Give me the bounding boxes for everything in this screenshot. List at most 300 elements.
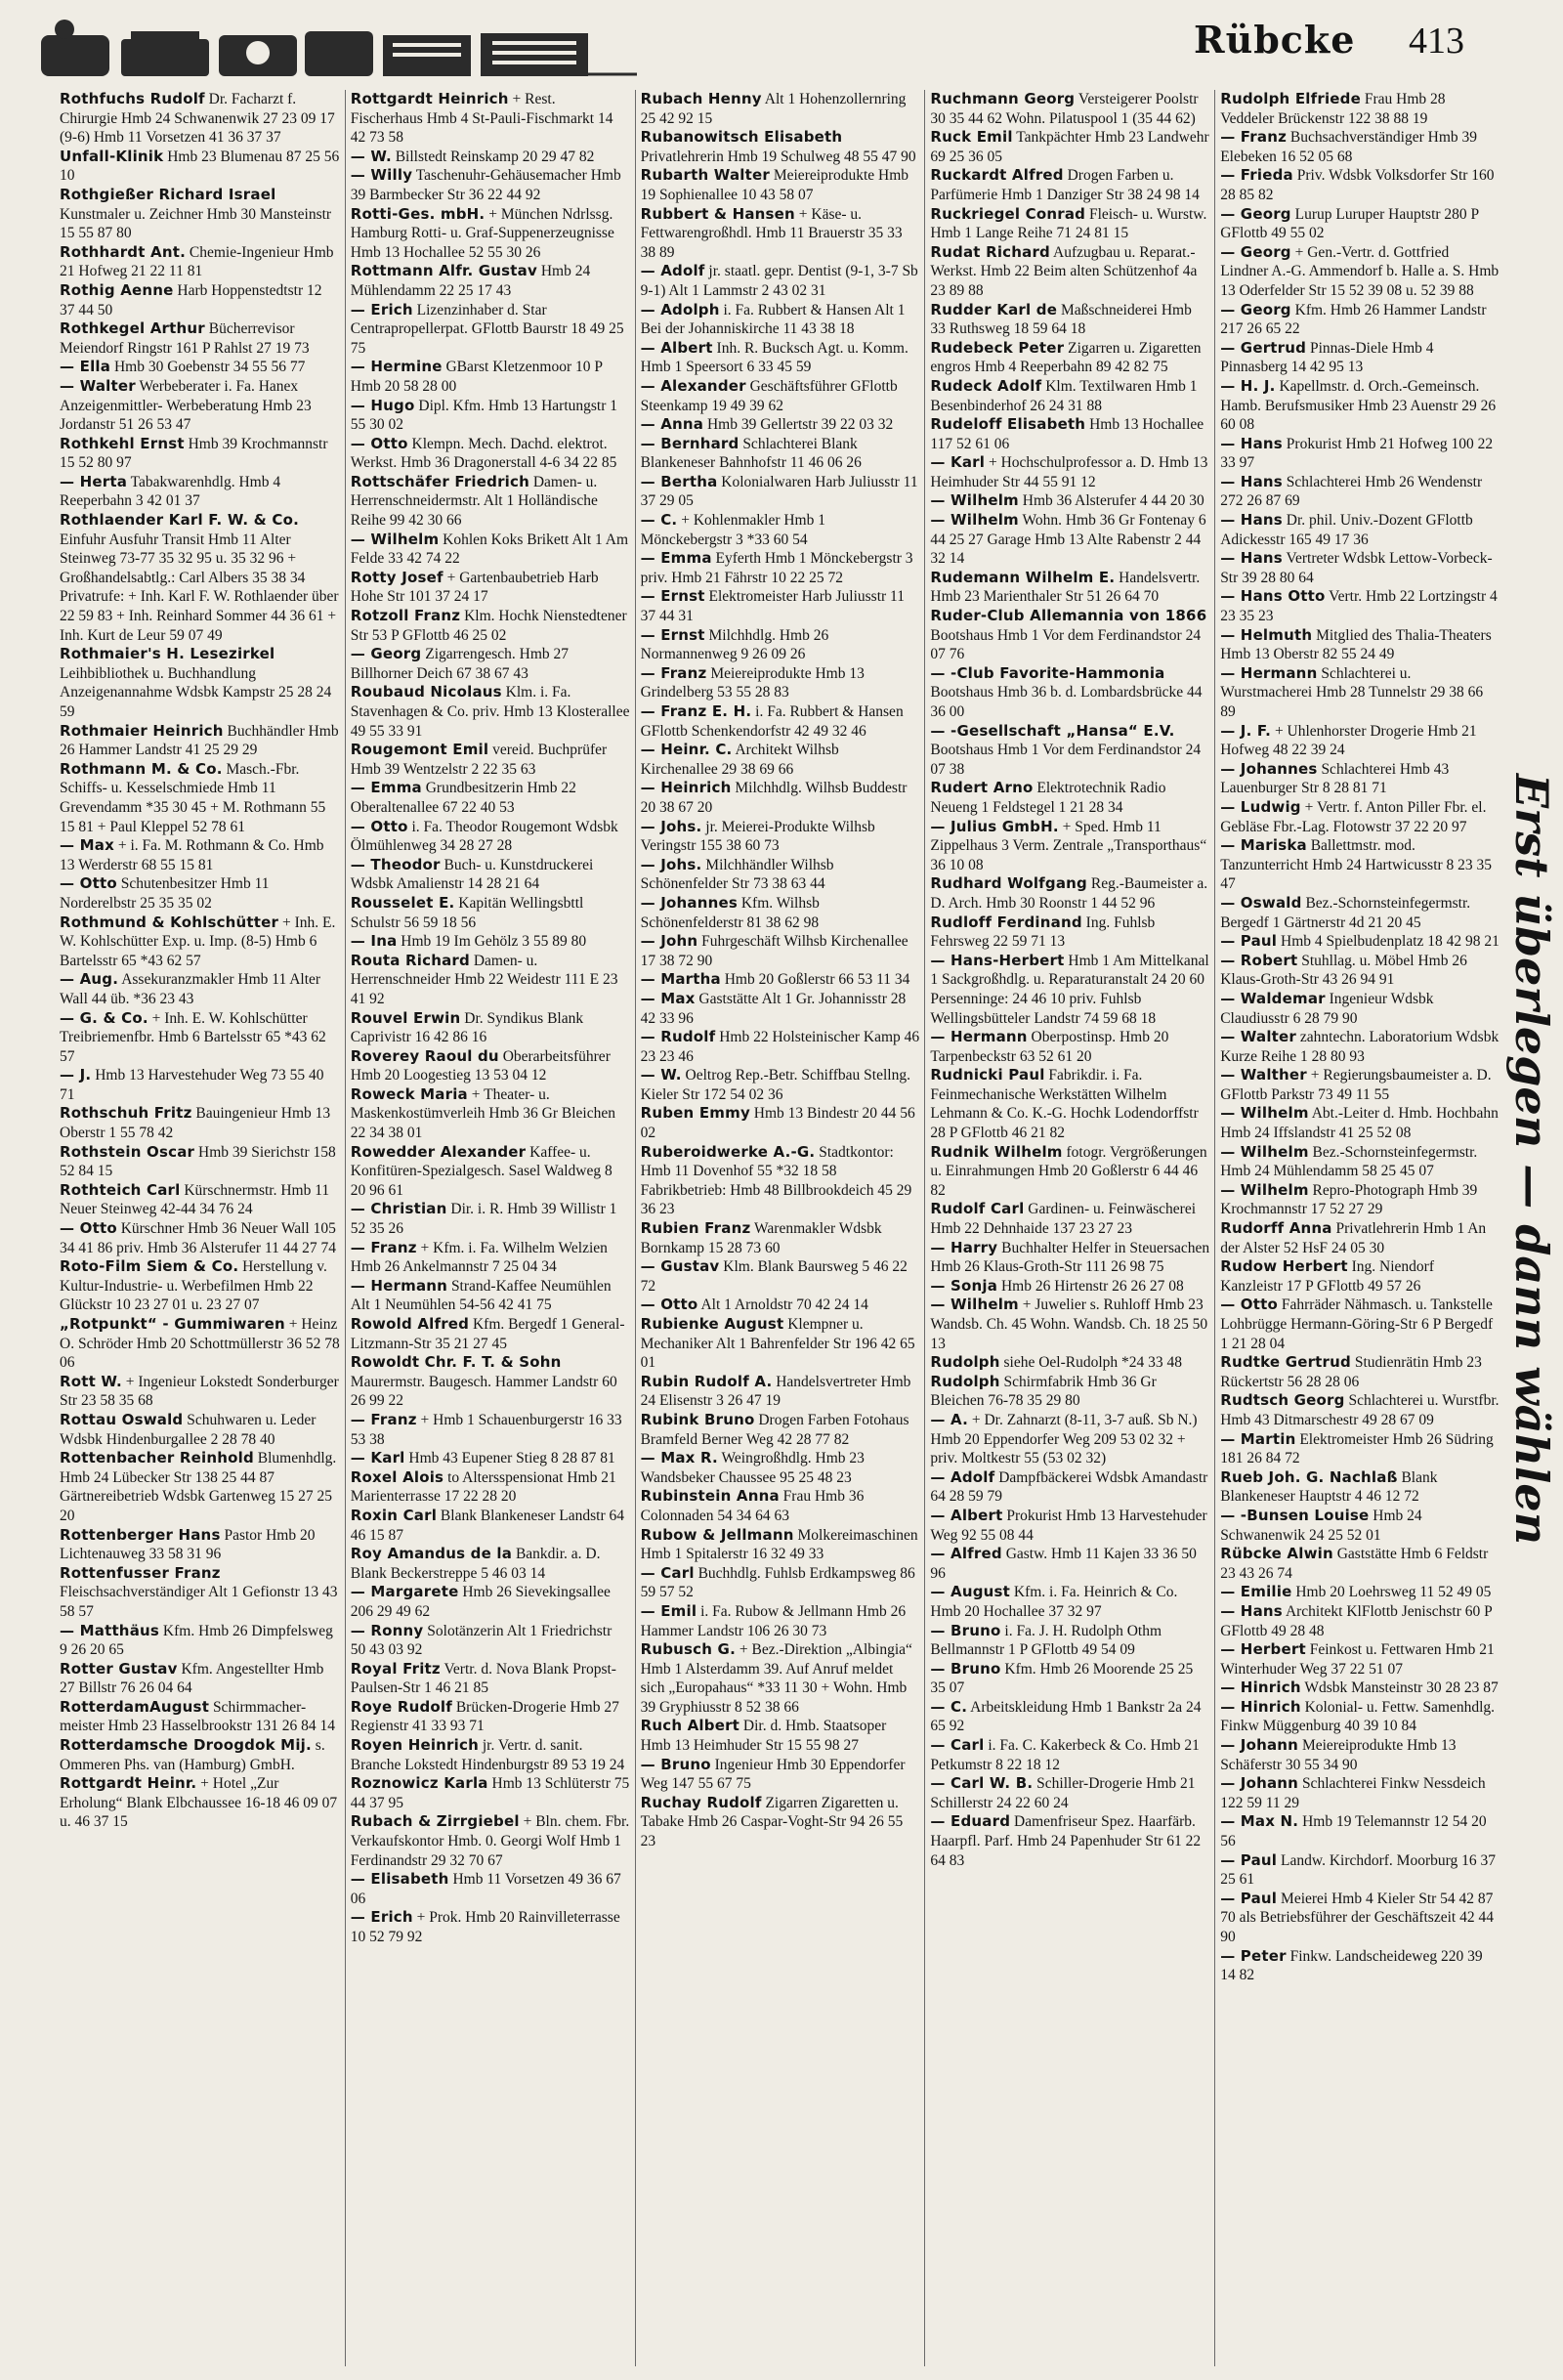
directory-entry [930, 1736, 1209, 1774]
entry-details: Tabakwarenhdlg. Hmb 4 Reeperbahn 3 42 01 37 [60, 473, 281, 510]
entry-details: i. Fa. C. Kakerbeck & Co. Hmb 21 Petkumstr 8 22 18 12 [930, 1737, 1200, 1773]
entry-name: — Gertrud [1220, 338, 1307, 357]
entry-name: Rottenbacher Reinhold [60, 1449, 254, 1467]
entry-name: Rothteich Carl [60, 1180, 181, 1199]
directory-entry [641, 587, 920, 625]
directory-entry [60, 90, 340, 148]
entry-details: Schirmmacher-meister Hmb 23 Hasselbrookstr 131 26 84 14 [60, 1698, 335, 1735]
entry-details: Dr. phil. Univ.-Dozent GFlottb Adickesstr 165 49 17 36 [1220, 512, 1473, 548]
directory-entry [930, 1812, 1209, 1870]
entry-details: i. Fa. Rubow & Jellmann Hmb 26 Hammer Landstr 106 26 30 73 [640, 1602, 907, 1639]
entry-details: Ballettmstr. mod. Tanzunterricht Hmb 24 Hartwicusstr 8 23 35 47 [1220, 837, 1493, 893]
entry-details: Werbeberater i. Fa. Hanex Anzeigenmittler- Werbeberatung Hmb 23 Jordanstr 51 26 53 47 [60, 377, 312, 434]
entry-details: Hmb 22 Holsteinischer Kamp 46 23 23 46 [640, 1029, 920, 1065]
entry-details: fotogr. Vergrößerungen u. Einrahmungen Hmb 20 Goßlerstr 6 44 46 82 [930, 1143, 1207, 1199]
entry-name: Ruchmann Georg [930, 90, 1076, 107]
entry-name: Roverey Raoul du [350, 1046, 499, 1065]
entry-name: — Peter [1220, 1946, 1287, 1965]
entry-details: jr. Vertr. d. sanit. Branche Lokstedt Hindenburgstr 89 53 19 24 [350, 1737, 625, 1773]
entry-name: — Georg [350, 645, 422, 663]
directory-entry [60, 760, 340, 836]
directory-entry [641, 970, 920, 990]
entry-details: i. Fa. Rubbert & Hansen Alt 1 Bei der Johanniskirche 11 43 38 18 [640, 301, 906, 338]
directory-entry [641, 262, 920, 300]
entry-details: Weingroßhdlg. Hmb 23 Wandsbeker Chaussee 95 25 48 23 [640, 1450, 865, 1486]
entry-details: to Altersspensionat Hmb 21 Marienterrasse 17 22 28 20 [350, 1468, 616, 1506]
entry-name: — Hans [1220, 549, 1283, 568]
entry-details: + Gartenbaubetrieb Harb Hohe Str 101 37 24 17 [350, 569, 599, 606]
entry-name: — W. [640, 1066, 682, 1084]
entry-name: — C. [640, 511, 678, 530]
entry-details: Wohn. Hmb 36 Gr Fontenay 6 44 25 27 Garage Hmb 13 Alte Rabenstr 2 44 32 14 [930, 512, 1206, 568]
directory-entry [60, 243, 340, 281]
entry-details: Bootshaus Hmb 1 Vor dem Ferdinandstor 24 07 76 [930, 626, 1202, 663]
entry-name: — Wilhelm [1220, 1104, 1309, 1123]
entry-name: — Franz [640, 663, 707, 682]
entry-details: + Theater- u. Maskenkostümverleih Hmb 36 Gr Bleichen 22 34 38 01 [350, 1085, 615, 1142]
entry-name: Ruckriegel Conrad [930, 204, 1086, 223]
entry-details: i. Fa. J. H. Rudolph Othm Bellmannstr 1 P GFlottb 49 54 09 [930, 1622, 1162, 1659]
entry-details: Klm. Blank Baursweg 5 46 22 72 [640, 1258, 908, 1295]
entry-name: — Emilie [1220, 1583, 1292, 1601]
entry-details: Damenfriseur Spez. Haarfärb. Haarpfl. Parf. Hmb 24 Papenhuder Str 61 22 64 83 [930, 1813, 1202, 1869]
entry-details: Meiereiprodukte Hmb 13 Grindelberg 53 55 28 83 [640, 664, 865, 701]
directory-entry [351, 1047, 630, 1085]
entry-name: Roxin Carl [350, 1506, 438, 1524]
directory-entry [60, 1564, 340, 1622]
directory-entry [351, 856, 630, 894]
entry-details: Kapitän Wellingsbttl Schulstr 56 59 18 56 [350, 894, 584, 931]
directory-column-1 [55, 90, 345, 2366]
entry-name: Rueb Joh. G. Nachlaß [1220, 1467, 1398, 1486]
entry-name: — Adolph [640, 300, 720, 319]
directory-entry [641, 1487, 920, 1525]
directory-entry [351, 435, 630, 473]
entry-details: Pastor Hmb 20 Lichtenauweg 33 58 31 96 [60, 1526, 316, 1563]
entry-details: siehe Oel-Rudolph *24 33 48 [1003, 1354, 1183, 1372]
entry-name: — Hugo [350, 396, 415, 414]
entry-name: — Otto [350, 817, 408, 835]
entry-name: — Hans-Herbert [930, 951, 1065, 969]
directory-entry [351, 1277, 630, 1315]
entry-name: — Margarete [350, 1583, 459, 1601]
entry-name: — Carl [640, 1563, 695, 1582]
entry-details: Meiereiprodukte Hmb 19 Sophienallee 10 43 58 07 [640, 167, 909, 203]
directory-entry [1220, 798, 1500, 836]
entry-details: Vertr. Hmb 22 Lortzingstr 4 23 35 23 [1220, 588, 1498, 625]
directory-entry [641, 1315, 920, 1373]
directory-entry [1220, 1219, 1500, 1257]
entry-details: Arbeitskleidung Hmb 1 Bankstr 2a 24 65 92 [930, 1698, 1202, 1735]
entry-details: Schutenbesitzer Hmb 11 Norderelbstr 25 35 35 02 [60, 875, 270, 912]
entry-details: Bücherrevisor Meiendorf Ringstr 161 P Rahlst 27 19 73 [60, 320, 310, 357]
directory-entry [351, 1085, 630, 1143]
entry-details: + Gen.-Vertr. d. Gottfried Lindner A.-G. Ammendorf b. Halle a. S. Hmb 13 Oderfelder Str 15 52 39 08 u. 52 39 88 [1220, 243, 1500, 299]
entry-name: Rowold Alfred [350, 1315, 470, 1333]
entry-details: + Kohlenmakler Hmb 1 Mönckebergstr 3 *33 60 54 [640, 512, 825, 548]
directory-entry [930, 377, 1209, 415]
entry-details: Kfm. Bergedf 1 General-Litzmann-Str 35 21 27 45 [350, 1316, 625, 1352]
directory-entry [1220, 836, 1500, 894]
entry-name: Rotty Josef [350, 568, 444, 586]
entry-details: Mitglied des Thalia-Theaters Hmb 13 Oberstr 82 55 24 49 [1220, 626, 1492, 663]
entry-name: — Anna [640, 415, 704, 434]
directory-entry [930, 1200, 1209, 1238]
directory-entry [930, 569, 1209, 607]
directory-entry [1220, 1698, 1500, 1736]
entry-name: Ruder-Club Allemannia von 1866 [930, 607, 1207, 625]
directory-entry [1220, 1812, 1500, 1850]
directory-entry [1220, 243, 1500, 301]
directory-entry [1220, 1774, 1500, 1812]
entry-details: Strand-Kaffee Neumühlen Alt 1 Neumühlen 54-56 42 41 75 [350, 1277, 612, 1314]
entry-name: — Franz [350, 1238, 417, 1256]
directory-entry [351, 1411, 630, 1449]
directory-entry [1220, 301, 1500, 339]
entry-name: — Johannes [1220, 759, 1318, 778]
directory-entry [641, 166, 920, 204]
directory-entry [930, 1583, 1209, 1621]
entry-details: Zigarren Zigaretten u. Tabake Hmb 26 Caspar-Voght-Str 94 26 55 23 [640, 1794, 904, 1850]
entry-name: Rothmund & Kohlschütter [60, 913, 279, 931]
entry-details: Damen- u. Herrenschneidermstr. Alt 1 Holländische Reihe 99 42 30 66 [350, 473, 598, 530]
directory-entry [930, 511, 1209, 569]
entry-details: Feinkost u. Fettwaren Hmb 21 Winterhuder Weg 37 22 51 07 [1220, 1641, 1495, 1678]
directory-entry [60, 1411, 340, 1449]
directory-entry [641, 626, 920, 664]
entry-name: Rudemann Wilhelm E. [930, 568, 1116, 586]
entry-name: Rudeck Adolf [930, 376, 1042, 395]
entry-name: — Christian [350, 1200, 447, 1218]
entry-details: Schlachterei Hmb 26 Wendenstr 272 26 87 69 [1220, 473, 1483, 510]
entry-name: Ruch Albert [640, 1717, 740, 1735]
directory-entry [930, 243, 1209, 301]
entry-name: Rothhardt Ant. [60, 242, 186, 261]
entry-name: — Wilhelm [930, 511, 1019, 530]
entry-name: — Alexander [640, 376, 746, 395]
directory-entry [930, 1066, 1209, 1142]
entry-details: Milchhdlg. Hmb 26 Normannenweg 9 26 09 26 [640, 626, 829, 663]
directory-entry [930, 874, 1209, 913]
directory-entry [641, 511, 920, 549]
entry-details: Schlachterei u. Wurstmacherei Hmb 28 Tunnelstr 29 38 66 89 [1220, 664, 1484, 720]
directory-column-3 [635, 90, 925, 2366]
entry-details: Kfm. Hmb 26 Dimpfelsweg 9 26 20 65 [60, 1622, 333, 1659]
entry-details: + Ingenieur Lokstedt Sonderburger Str 23 58 35 68 [60, 1373, 339, 1410]
directory-entry [641, 1717, 920, 1755]
entry-name: Royen Heinrich [350, 1736, 479, 1755]
directory-entry [930, 1545, 1209, 1583]
entry-details: Schlachterei Blank Blankeneser Bahnhofstr 11 46 06 26 [640, 435, 862, 472]
entry-name: Rubusch G. [640, 1640, 736, 1659]
entry-name: — Georg [1220, 242, 1291, 261]
entry-details: Tankpächter Hmb 23 Landwehr 69 25 36 05 [930, 129, 1209, 165]
entry-details: jr. staatl. gepr. Dentist (9-1, 3-7 Sb 9-1) Alt 1 Lammstr 2 43 02 31 [640, 263, 918, 299]
entry-name: — Hermann [350, 1276, 448, 1295]
entry-details: Elektromeister Hmb 26 Südring 181 26 84 72 [1220, 1430, 1494, 1467]
directory-entry [60, 1066, 340, 1104]
entry-details: GBarst Kletzenmoor 10 P Hmb 20 58 28 00 [350, 359, 603, 395]
entry-details: Architekt Wilhsb Kirchenallee 29 38 69 66 [640, 742, 839, 778]
entry-name: Rothmaier's H. Lesezirkel [60, 645, 275, 663]
entry-details: Gardinen- u. Feinwäscherei Hmb 22 Dehnhaide 137 23 27 23 [930, 1201, 1197, 1238]
entry-name: — Johann [1220, 1774, 1299, 1793]
entry-name: Rudolph [930, 1372, 1000, 1390]
entry-name: Rotter Gustav [60, 1659, 178, 1678]
directory-entry [930, 166, 1209, 204]
entry-details: Hmb 43 Eupener Stieg 8 28 87 81 [408, 1450, 615, 1467]
directory-entry [930, 664, 1209, 722]
entry-details: Billstedt Reinskamp 20 29 47 82 [395, 148, 595, 165]
entry-name: Rudebeck Peter [930, 338, 1065, 357]
entry-details: Zigarren u. Zigaretten engros Hmb 4 Reeperbahn 89 42 82 75 [930, 339, 1202, 376]
entry-name: — Otto [60, 874, 117, 893]
entry-details: + Hochschulprofessor a. D. Hmb 13 Heimhuder Str 44 55 91 12 [930, 454, 1208, 490]
entry-details: + Uhlenhorster Drogerie Hmb 21 Hofweg 48 22 39 24 [1220, 722, 1477, 759]
entry-details: i. Fa. Rubbert & Hansen GFlottb Schenkendorfstr 42 49 32 46 [640, 703, 904, 740]
entry-details: Hmb 24 Schwanenwik 24 25 52 01 [1220, 1507, 1422, 1544]
entry-name: Rothmann M. & Co. [60, 759, 223, 778]
directory-entry [641, 1104, 920, 1142]
directory-entry [1220, 1257, 1500, 1296]
entry-name: Ruck Emil [930, 128, 1013, 147]
directory-entry [351, 205, 630, 263]
directory-entry [641, 779, 920, 817]
entry-name: — Hermann [930, 1028, 1028, 1046]
directory-entry [351, 894, 630, 932]
entry-name: — -Bunsen Louise [1220, 1506, 1370, 1524]
entry-name: Rudolph [930, 1353, 1000, 1372]
directory-entry [351, 818, 630, 856]
entry-name: — Hinrich [1220, 1679, 1301, 1697]
directory-entry [1220, 1640, 1500, 1679]
entry-details: Hmb 39 Sierichstr 158 52 84 15 [60, 1143, 336, 1180]
directory-entry [351, 397, 630, 435]
directory-entry [1220, 1430, 1500, 1468]
entry-details: Finkw. Landscheideweg 220 39 14 82 [1220, 1947, 1483, 1984]
entry-details: Dr. Syndikus Blank Caprivistr 16 42 86 16 [350, 1009, 584, 1046]
entry-details: Kolonial- u. Fettw. Samenhdlg. Finkw Müggenburg 40 39 10 84 [1220, 1698, 1496, 1735]
entry-details: Kfm. Hmb 26 Moorende 25 25 35 07 [930, 1660, 1194, 1697]
entry-details: Dir. d. Hmb. Staatsoper Hmb 13 Heimhuder Str 15 55 98 27 [640, 1718, 887, 1755]
entry-details: Milchhändler Wilhsb Schönenfelder Str 73 38 63 44 [640, 856, 834, 893]
entry-details: + Hmb 1 Schauenburgerstr 16 33 53 38 [350, 1411, 622, 1448]
directory-entry [60, 1181, 340, 1219]
entry-details: Maurermstr. Baugesch. Hammer Landstr 60 26 99 22 [350, 1373, 617, 1410]
entry-details: Ing. Fuhlsb Fehrsweg 22 59 71 13 [930, 914, 1156, 951]
directory-entry [351, 166, 630, 204]
entry-name: — Mariska [1220, 836, 1307, 855]
entry-details: Bauingenieur Hmb 13 Oberstr 1 55 78 42 [60, 1105, 331, 1142]
entry-name: — Robert [1220, 951, 1298, 969]
entry-name: Rudtsch Georg [1220, 1391, 1345, 1410]
entry-name: — Hans [1220, 1601, 1283, 1620]
entry-details: Solotänzerin Alt 1 Friedrichstr 50 43 03 92 [350, 1622, 613, 1659]
entry-details: Fleisch- u. Wurstw. Hmb 1 Lange Reihe 71 24 81 15 [930, 205, 1207, 242]
directory-entry [60, 281, 340, 319]
entry-name: — Georg [1220, 204, 1291, 223]
entry-name: Rottgardt Heinrich [350, 90, 509, 107]
entry-name: — Rudolf [640, 1028, 716, 1046]
directory-entry [351, 952, 630, 1009]
directory-entry [930, 952, 1209, 1028]
entry-details: Maßschneiderei Hmb 33 Ruthsweg 18 59 64 18 [930, 301, 1192, 338]
entry-name: Rubanowitsch Elisabeth [640, 128, 843, 147]
entry-details: vereid. Buchprüfer Hmb 39 Wentzelstr 2 22 35 63 [350, 742, 608, 778]
directory-entry [60, 358, 340, 377]
entry-details: Hmb 20 Goßlerstr 66 53 11 34 [724, 971, 910, 989]
entry-details: Hmb 24 Mühlendamm 22 25 17 43 [350, 263, 591, 299]
entry-name: — Theodor [350, 855, 441, 873]
directory-entry [1220, 1507, 1500, 1545]
entry-name: Rudhard Wolfgang [930, 874, 1087, 893]
directory-entry [930, 1028, 1209, 1066]
directory-entry [351, 531, 630, 569]
entry-details: Kürschner Hmb 36 Neuer Wall 105 34 41 86 priv. Hmb 36 Alsterufer 11 44 27 74 [60, 1220, 336, 1256]
entry-details: Harb Hoppenstedtstr 12 37 44 50 [60, 281, 322, 319]
entry-name: Rubbert & Hansen [640, 204, 795, 223]
entry-name: Rothgießer Richard Israel [60, 185, 276, 203]
entry-details: Hmb 36 Alsterufer 4 44 20 30 [1022, 492, 1204, 510]
entry-details: Hmb 26 Sievekingsallee 206 29 49 62 [350, 1584, 611, 1620]
entry-name: — Ernst [640, 587, 705, 606]
entry-details: Dr. Facharzt f. Chirurgie Hmb 24 Schwanenwik 27 23 09 17 (9-6) Hmb 11 Vorsetzen 41 36 37 37 [60, 91, 335, 147]
entry-name: — Martin [1220, 1429, 1296, 1448]
entry-details: Hmb 13 Schlüterstr 75 44 37 95 [350, 1775, 630, 1811]
entry-name: Roznowicz Karla [350, 1774, 488, 1793]
directory-entry [60, 1698, 340, 1736]
entry-details: Architekt KlFlottb Jenischstr 60 P GFlottb 49 28 48 [1220, 1602, 1493, 1639]
directory-entry [1220, 1104, 1500, 1142]
directory-entry [1220, 90, 1500, 128]
directory-entry [930, 818, 1209, 875]
entry-name: — Otto [640, 1296, 698, 1314]
entry-name: — Herbert [1220, 1640, 1306, 1659]
directory-entry [641, 856, 920, 894]
directory-entry [930, 339, 1209, 377]
entry-name: Rudolph Elfriede [1220, 90, 1361, 107]
entry-details: Gaststätte Alt 1 Gr. Johannisstr 28 42 33 96 [640, 990, 907, 1027]
entry-details: Prokurist Hmb 13 Harvestehuder Weg 92 55 08 44 [930, 1507, 1207, 1544]
entry-name: — Elisabeth [350, 1870, 449, 1889]
entry-name: — W. [350, 147, 392, 165]
entry-name: — Helmuth [1220, 625, 1313, 644]
entry-name: Rotti-Ges. mbH. [350, 204, 486, 223]
entry-name: Roto-Film Siem & Co. [60, 1257, 239, 1276]
entry-name: Rudorff Anna [1220, 1219, 1332, 1238]
entry-name: — Waldemar [1220, 989, 1326, 1007]
entry-name: Rott W. [60, 1372, 122, 1390]
directory-entry [930, 1622, 1209, 1660]
directory-entry [351, 1449, 630, 1468]
entry-details: Molkereimaschinen Hmb 1 Spitalerstr 16 32 49 33 [640, 1526, 918, 1563]
entry-name: Rubarth Walter [640, 166, 770, 185]
directory-entry [641, 1143, 920, 1219]
entry-details: Schiller-Drogerie Hmb 21 Schillerstr 24 22 60 24 [930, 1775, 1196, 1811]
entry-name: — Bernhard [640, 434, 739, 452]
entry-details: Bez.-Schornsteinfegermstr. Bergedf 1 Gärtnerstr 4d 21 20 45 [1220, 894, 1471, 931]
entry-details: Stadtkontor: Hmb 11 Dovenhof 55 *32 18 58 Fabrikbetrieb: Hmb 48 Billbrookdeich 45 29 36 23 [640, 1143, 912, 1218]
directory-entry [641, 435, 920, 473]
entry-name: — Johannes [640, 893, 738, 912]
entry-details: Damen- u. Herrenschneider Hmb 22 Weidestr 111 E 23 41 92 [350, 952, 618, 1007]
entry-details: Lizenzinhaber d. Star Centrapropellerpat. GFlottb Baurstr 18 49 25 75 [350, 301, 624, 357]
directory-entry [351, 683, 630, 741]
directory-entry [60, 148, 340, 186]
directory-entry [1220, 990, 1500, 1028]
entry-name: — Adolf [640, 262, 705, 280]
directory-entry [930, 1774, 1209, 1812]
directory-entry [60, 1104, 340, 1142]
entry-details: + Vertr. f. Anton Piller Fbr. el. Gebläse Fbr.-Lag. Flotowstr 37 22 20 97 [1220, 798, 1487, 835]
entry-name: — Herta [60, 472, 128, 490]
entry-details: jr. Meierei-Produkte Wilhsb Veringstr 155 38 60 73 [640, 818, 875, 855]
entry-name: — Wilhelm [1220, 1180, 1309, 1199]
entry-name: — Carl W. B. [930, 1774, 1034, 1793]
directory-entry [1220, 1353, 1500, 1391]
directory-entry [1220, 1583, 1500, 1602]
entry-name: — Karl [930, 453, 986, 472]
directory-entry [351, 1468, 630, 1507]
entry-details: Fuhrgeschäft Wilhsb Kirchenallee 17 38 72 90 [640, 933, 908, 969]
directory-entry [351, 90, 630, 148]
directory-entry [60, 377, 340, 435]
entry-name: Rothmaier Heinrich [60, 721, 224, 740]
entry-name: Rousselet E. [350, 893, 455, 912]
directory-entry [641, 1526, 920, 1564]
directory-entry [60, 511, 340, 645]
entry-name: — Walter [1220, 1028, 1297, 1046]
directory-entry [60, 1774, 340, 1832]
directory-entry [351, 1812, 630, 1870]
entry-name: Rubienke August [640, 1315, 784, 1333]
directory-entry [351, 645, 630, 683]
entry-name: — Emma [640, 549, 712, 568]
entry-details: Buchhändler Hmb 26 Hammer Landstr 41 25 29 29 [60, 722, 339, 759]
directory-entry [60, 1736, 340, 1774]
entry-name: — H. J. [1220, 376, 1276, 395]
entry-name: — Martha [640, 970, 721, 989]
entry-name: Roubaud Nicolaus [350, 683, 502, 701]
entry-name: — Oswald [1220, 893, 1302, 912]
directory-entry [1220, 1143, 1500, 1181]
entry-details: Elektrotechnik Radio Neueng 1 Feldstegel 1 21 28 34 [930, 780, 1166, 816]
entry-name: — Johann [1220, 1736, 1299, 1755]
entry-name: — Otto [350, 434, 408, 452]
entry-name: — Willy [350, 166, 413, 185]
entry-details: + Käse- u. Fettwarengroßhdl. Hmb 11 Brauerstr 35 33 38 89 [640, 205, 903, 261]
entry-name: Rothkehl Ernst [60, 434, 185, 452]
directory-entry [930, 128, 1209, 166]
entry-name: — Franz [350, 1410, 417, 1428]
directory-entry [351, 1908, 630, 1946]
entry-name: Rottenberger Hans [60, 1525, 221, 1544]
page-header-name: Rübcke [1194, 18, 1356, 62]
entry-details: Studienrätin Hmb 23 Rückertstr 56 28 28 06 [1220, 1354, 1482, 1390]
entry-name: — Paul [1220, 932, 1278, 951]
entry-name: — Johs. [640, 817, 702, 835]
entry-details: Fabrikdir. i. Fa. Feinmechanische Werkstätten Wilhelm Lehmann & Co. K.-G. Hochk Lodendorffstr 28 P GFlottb 46 21 82 [930, 1067, 1199, 1142]
entry-name: — Ludwig [1220, 797, 1301, 816]
entry-name: — Aug. [60, 970, 119, 989]
entry-details: Chemie-Ingenieur Hmb 21 Hofweg 21 22 11 81 [60, 243, 334, 280]
directory-entry [1220, 166, 1500, 204]
directory-entry [930, 1239, 1209, 1277]
entry-name: Rowedder Alexander [350, 1142, 527, 1161]
directory-entry [60, 645, 340, 721]
entry-name: Rudloff Ferdinand [930, 913, 1082, 931]
entry-details: Repro-Photograph Hmb 39 Krochmannstr 17 52 27 29 [1220, 1181, 1478, 1218]
